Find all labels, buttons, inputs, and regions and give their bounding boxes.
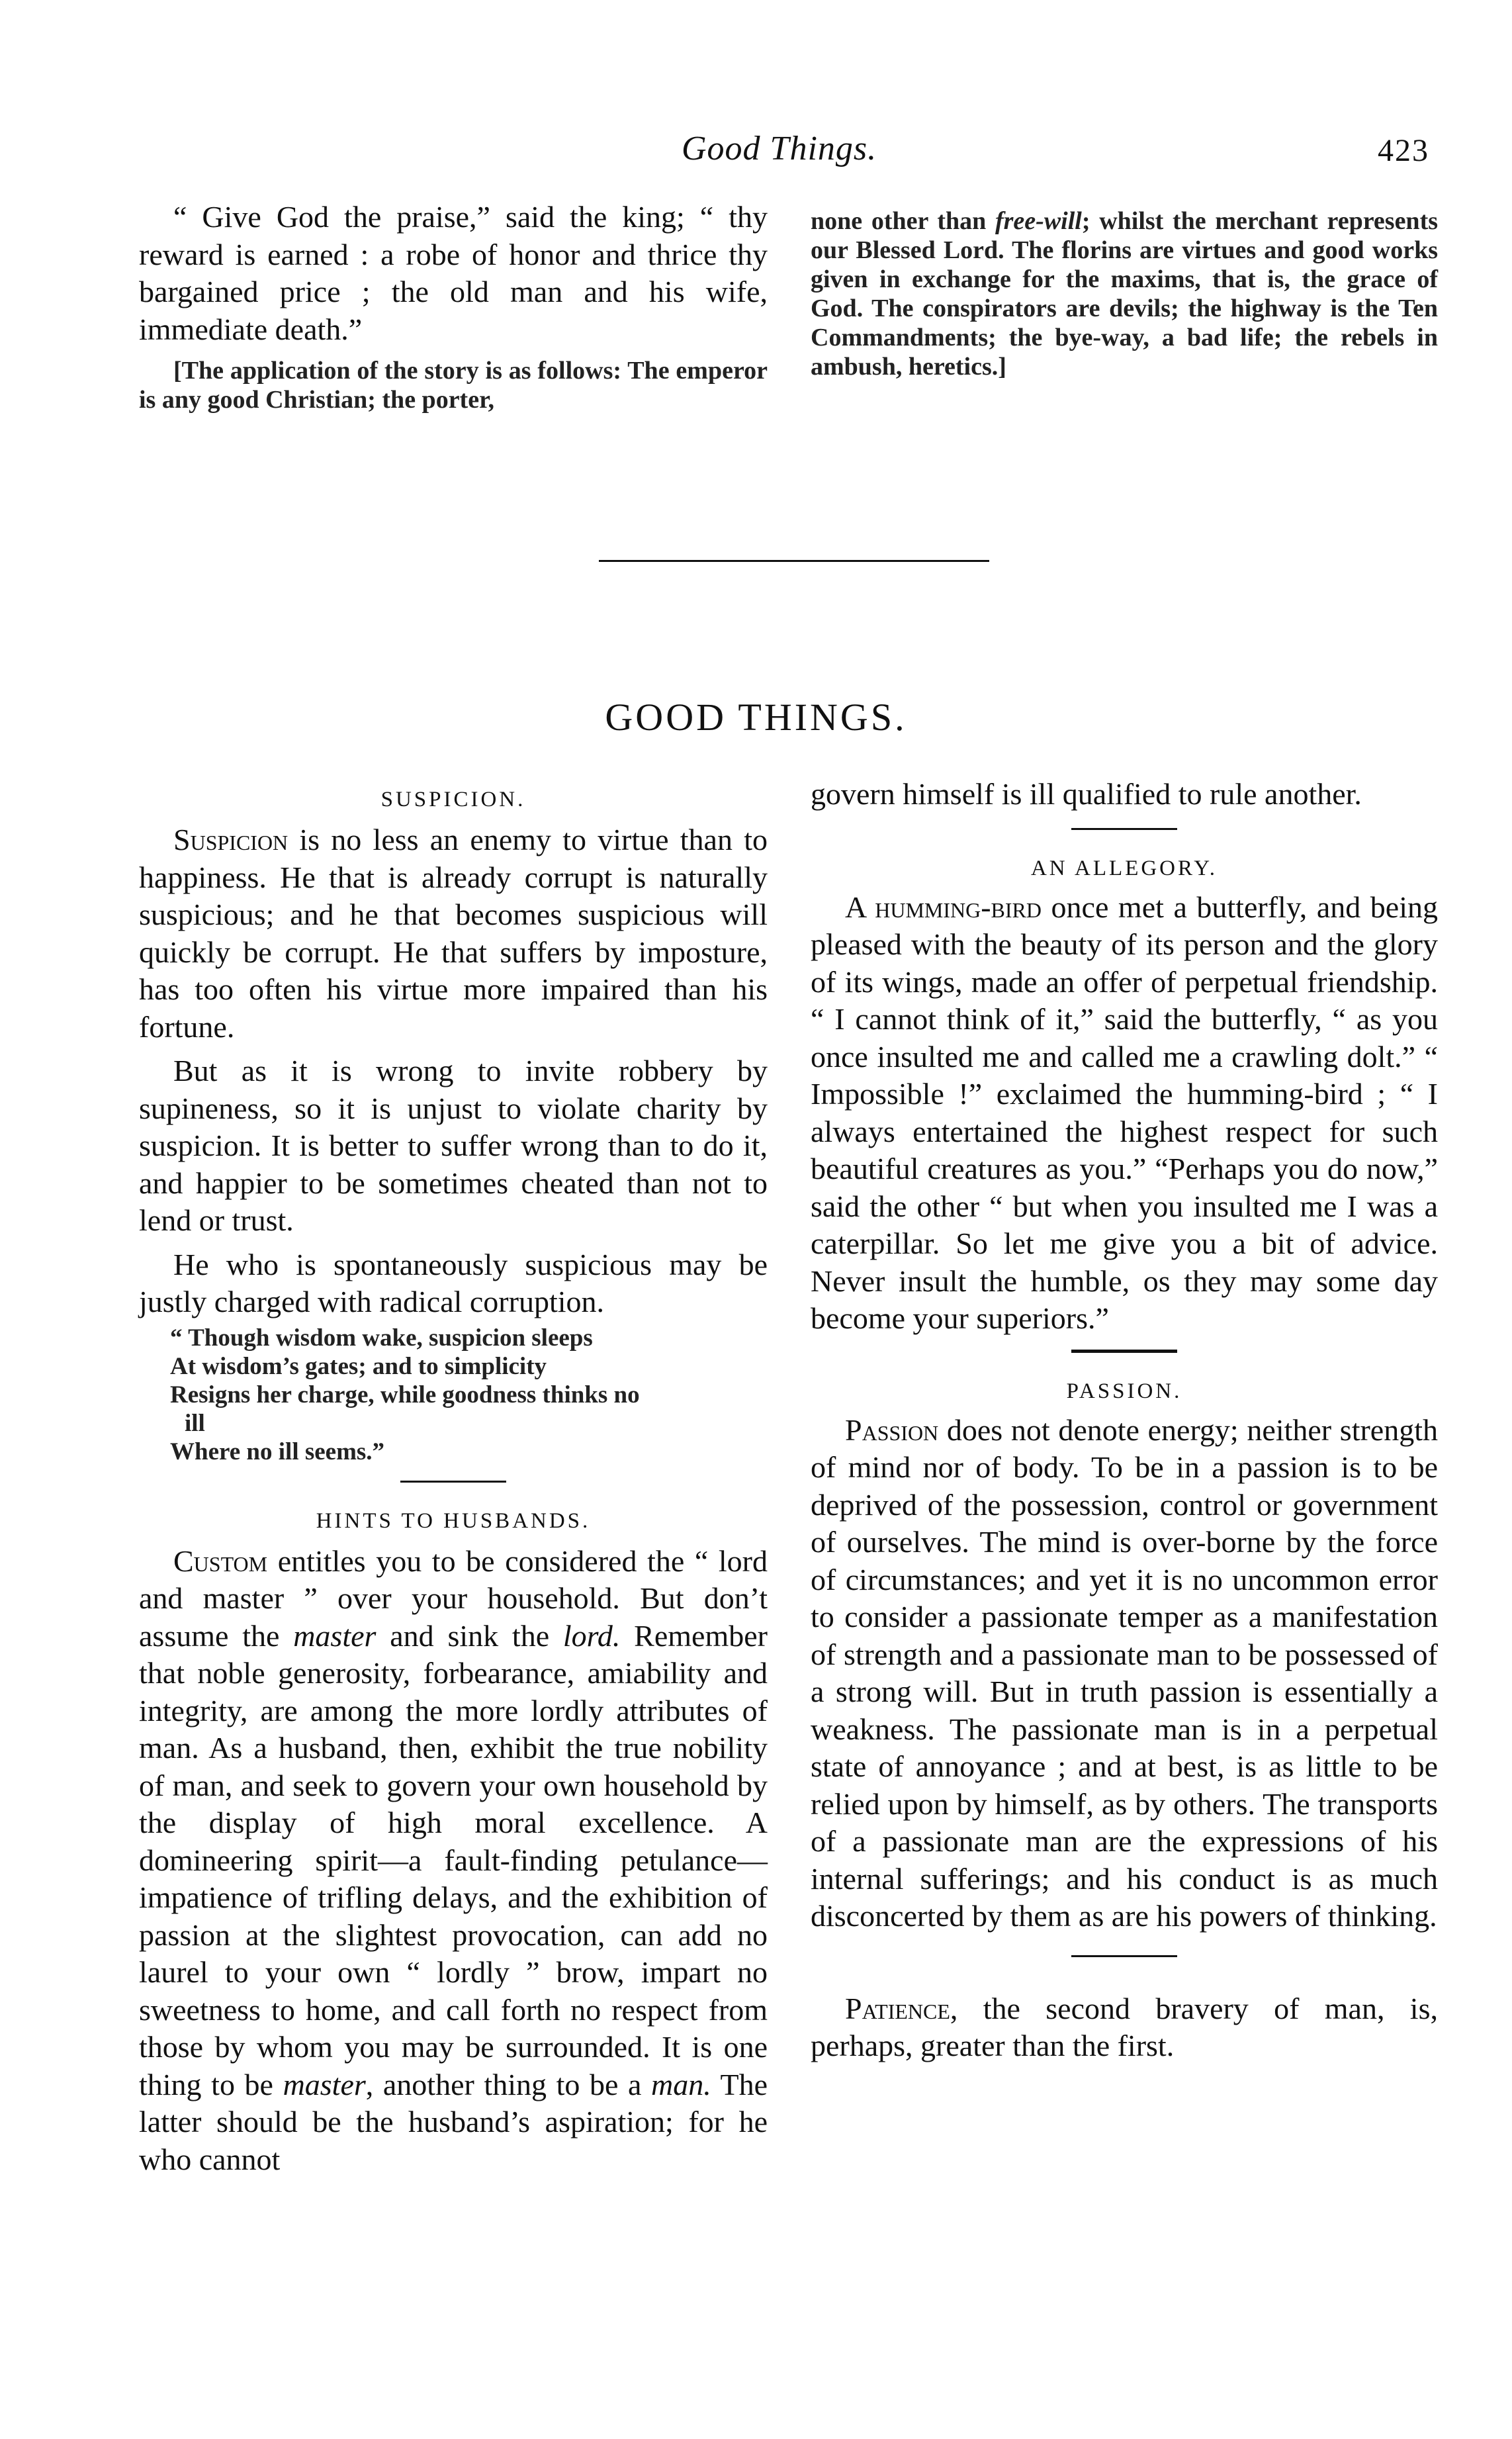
husbands-heading: HINTS TO HUSBANDS. (316, 1508, 591, 1533)
passion-end-rule (1071, 1955, 1177, 1957)
running-title: Good Things. (682, 130, 877, 167)
right-column (811, 776, 1438, 2065)
poem-line: “ Though wisdom wake, suspicion sleeps (170, 1324, 593, 1352)
allegory-paragraph: A humming-bird once met a butterfly, and being pleased with the beauty of its person and the glory of its wings, made an offer of perpetual friendship. “ I cannot think of it,” said the butterfly, “ as you once insulted me and called me a crawling dolt.” “ Impossible !” exclaimed the humming-bird ; “ I always entertained the highest respect for such beautiful creatures as you.” “Perhaps you do now,” said the other “ but when you insulted me I was a caterpillar. So let me give you a bit of advice. Never insult the humble, os they may some day become your superiors.” (811, 890, 1439, 1335)
suspicion-end-rule (400, 1481, 506, 1483)
husbands-paragraph: Custom entitles you to be considered the “ lord and master ” over your household. But don’t assume the master and sink the lord. Remember that noble generosity, forbearance, amiability and integrity, are among the more lordly attributes of man. As a husband, then, exhibit the true nobility of man, and seek to govern your own household by the display of high moral excellence. A domineering spirit—a fault-finding petulance—impatience of trifling delays, and the exhibition of passion at the slightest provocation, can add no laurel to your own “ lordly ” brow, impart no sweetness to home, and call forth no respect from those by whom you may be surrounded. It is one thing to be master, another thing to be a man. The latter should be the husband’s aspiration; for he who cannot (139, 1543, 768, 2176)
left-column (139, 788, 768, 2178)
poem-line: ill (185, 1409, 205, 1437)
passion-paragraph: Passion does not denote energy; neither strength of mind nor of body. To be in a passion is to be deprived of the possession, control or government of ourselves. The mind is over-borne by the force of circumstances; and yet it is no uncommon error to consider a passionate temper as a manifestation of strength and a passionate man to be possessed of a strong will. But in truth passion is essentially a weakness. The passionate man is in a perpetual state of annoyance ; and at best, is as little to be relied upon by himself, as by others. The transports of a passionate man are the expressions of his internal sufferings; and his conduct is as much disconcerted by them as are his powers of thinking. (811, 1412, 1438, 1933)
page-title: GOOD THINGS. (605, 696, 907, 739)
section-divider (599, 560, 989, 562)
suspicion-paragraph-1: Suspicion is no less an enemy to virtue than to happiness. He that is already corrupt is naturally suspicious; and he that becomes suspicious will quickly be corrupt. He that suffers by imposture, has too often his virtue more impaired than his fortune. (139, 823, 768, 1044)
suspicion-paragraph-3: He who is spontaneously suspicious may be justly charged with radical corruption. (139, 1247, 768, 1318)
husbands-end-rule (1071, 828, 1177, 830)
page-number: 423 (1378, 133, 1429, 168)
allegory-heading: AN ALLEGORY. (1030, 856, 1218, 880)
poem-line: At wisdom’s gates; and to simplicity (170, 1352, 547, 1380)
story-ending-paragraph: “ Give God the praise,” said the king; “ thy reward is earned : a robe of honor and thrice thy bargained price ; the old man and his wife, immediate death.” (139, 200, 768, 346)
allegory-end-rule (1071, 1350, 1177, 1353)
suspicion-poem (170, 1324, 768, 1466)
poem-line: Resigns her charge, while goodness thinks no (170, 1381, 640, 1408)
story-application-paragraph: [The application of the story is as follows: The emperor is any good Christian; the porter, (139, 357, 768, 414)
suspicion-paragraph-2: But as it is wrong to invite robbery by supineness, so it is unjust to violate charity by suspicion. It is better to suffer wrong than to do it, and happier to be sometimes cheated than not to lend or trust. (139, 1054, 768, 1237)
passion-heading: PASSION. (1066, 1379, 1182, 1403)
story-application-continued: none other than free-will; whilst the merchant represents our Blessed Lord. The florins are virtues and good works given in exchange for the maxims, that is, the grace of God. The conspirators are devils; the highway is the Ten Commandments; the bye-way, a bad life; the rebels in ambush, heretics.] (811, 207, 1439, 381)
patience-paragraph: Patience, the second bravery of man, is, perhaps, greater than the first. (811, 1991, 1438, 2062)
top-left-column (139, 199, 768, 414)
husbands-paragraph-continued: govern himself is ill qualified to rule another. (811, 777, 1362, 811)
poem-line: Where no ill seems.” (170, 1438, 385, 1465)
top-right-column (811, 207, 1438, 381)
suspicion-heading: SUSPICION. (380, 788, 526, 811)
